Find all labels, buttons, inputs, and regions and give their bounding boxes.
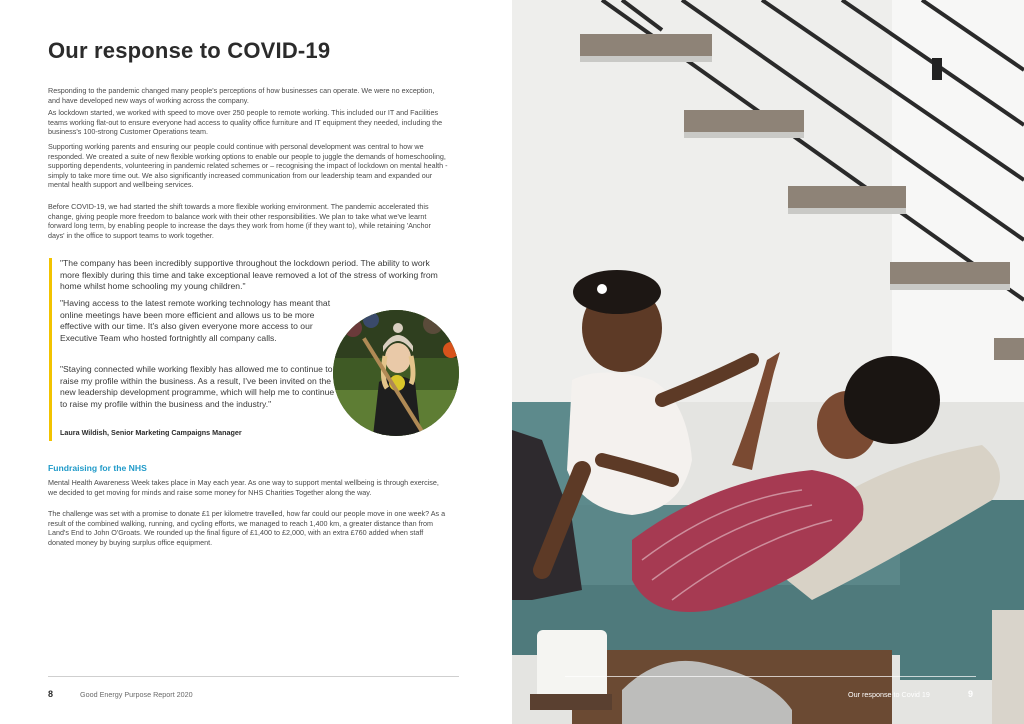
footer-divider-left bbox=[48, 676, 459, 677]
body-paragraph-2: As lockdown started, we worked with speed to move over 250 people to remote working. This included our IT and Facilities teams working flat-out to ensure everyone had access to quality office furniture and IT equipment they needed, including the business's 100-strong Customer Operations team. bbox=[48, 108, 443, 137]
body-paragraph-1: Responding to the pandemic changed many people's perceptions of how businesses can operate. We were no exception, and have developed new ways of working across the company. bbox=[48, 86, 435, 105]
fundraising-paragraph-2: The challenge was set with a promise to donate £1 per kilometre travelled, how far could our people move in one week? As a result of the combined walking, running, and cycling efforts, we managed to reach 1,400 km, a greater distance than from Land's End to John O'Groats. We rounded up the final figure of £1,400 to £2,000, with an extra £760 added when staff donated money by buying surplus office equipment. bbox=[48, 509, 446, 547]
quote-2: "Having access to the latest remote working technology has meant that online meetings have been more efficient and allows us to be more effective with our time. It's also given everyone more access to our Executive Team who hosted fortnightly all company calls. bbox=[60, 298, 331, 343]
quote-3: "Staying connected while working flexibly has allowed me to continue to raise my profile within the business. As a result, I've been invited on the new leadership development programme, which will help me to continue to raise my profile within the business and the industry." bbox=[60, 364, 335, 409]
fundraising-heading: Fundraising for the NHS bbox=[48, 463, 147, 473]
left-page-number: 8 bbox=[48, 689, 54, 699]
right-page-photo bbox=[512, 0, 1024, 724]
quote-attribution: Laura Wildish, Senior Marketing Campaigns Manager bbox=[60, 428, 242, 437]
right-page-number: 9 bbox=[968, 689, 974, 699]
employee-photo bbox=[333, 310, 459, 436]
mother-and-child-photo bbox=[512, 0, 1024, 724]
page-title: Our response to COVID-19 bbox=[48, 38, 331, 63]
fundraising-paragraph-1: Mental Health Awareness Week takes place in May each year. As one way to support mental wellbeing is through exercise, we decided to get moving for minds and raise some money for NHS Charities Together along the way. bbox=[48, 478, 439, 497]
quote-accent-bar bbox=[49, 258, 52, 441]
body-paragraph-4: Before COVID-19, we had started the shift towards a more flexible working environment. The pandemic accelerated this change, giving people more freedom to balance work with their other responsibilities. We plan to take what we've learnt forward long term, by enabling people to increase the days they work from home (if they want to), while retaining 'Anchor days' in the office to support teams to work together. bbox=[48, 202, 431, 240]
footer-divider-right bbox=[565, 676, 976, 677]
footer-publication-title: Good Energy Purpose Report 2020 bbox=[80, 690, 193, 699]
quote-1: "The company has been incredibly supportive throughout the lockdown period. The ability to work more flexibly during this time and take exceptional leave removed a lot of the stress of working from home whilst home schooling my young children." bbox=[60, 258, 438, 292]
body-paragraph-3: Supporting working parents and ensuring our people could continue with personal development was central to how we responded. We created a suite of new flexible working options to enable our people to juggle the demands of homeschooling, supporting dependents, volunteering in pandemic related schemes or – recognising the impact of lockdown on mental health - simply to take more time out. We also significantly increased communication from our leadership team and expanded our mental health support and wellbeing services. bbox=[48, 142, 448, 190]
footer-section-title: Our response to Covid 19 bbox=[848, 690, 930, 699]
employee-photo-illustration bbox=[333, 310, 459, 436]
